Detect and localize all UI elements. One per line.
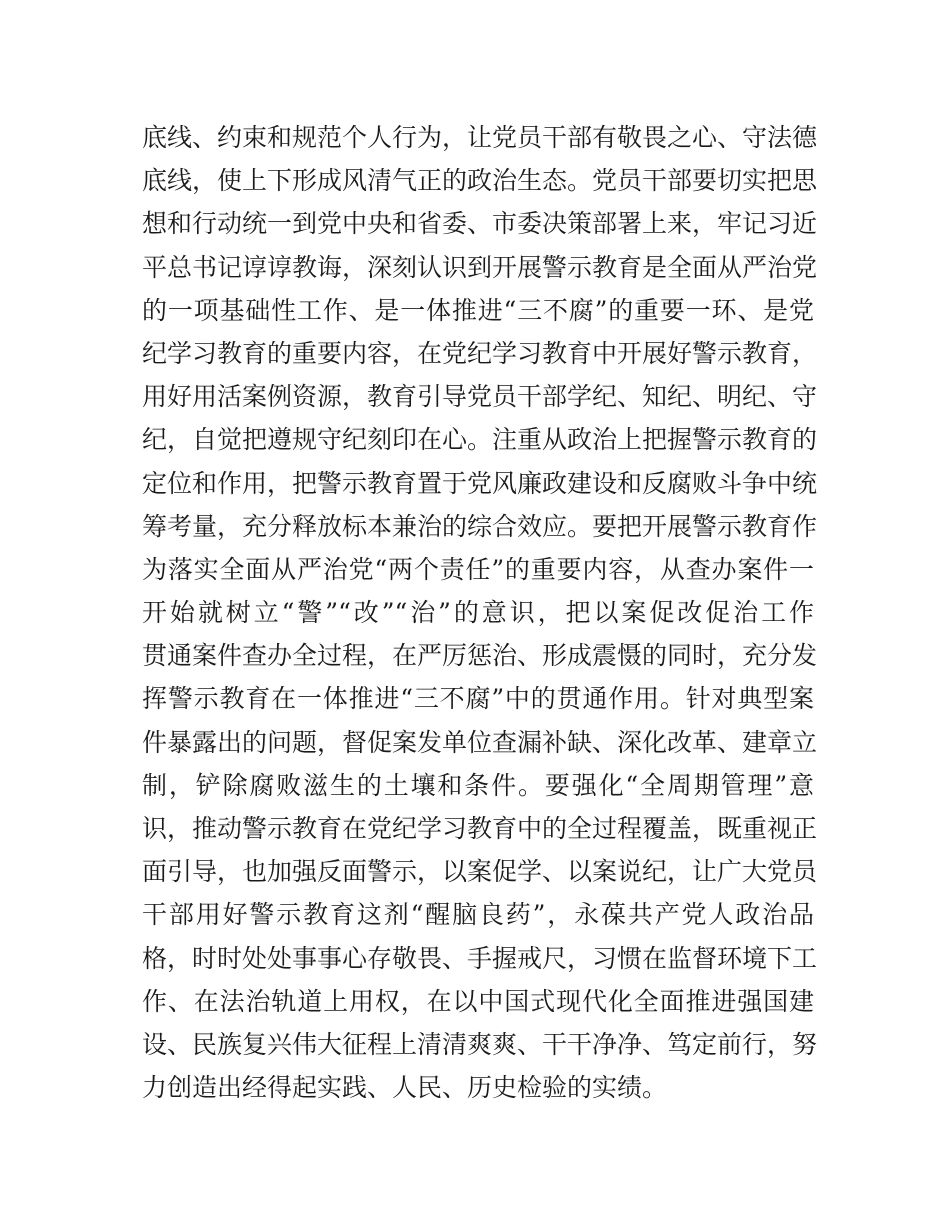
text-line: 纪学习教育的重要内容，在党纪学习教育中开展好警示教育， xyxy=(142,338,818,368)
text-line: 作、在法治轨道上用权，在以中国式现代化全面推进强国建 xyxy=(142,986,814,1016)
text-line: 开始就树立“警”“改”“治”的意识，把以案促改促治工作 xyxy=(142,598,814,628)
text-line: 的一项基础性工作、是一体推进“三不腐”的重要一环、是党 xyxy=(142,295,814,325)
text-line: 力创造出经得起实践、人民、历史检验的实绩。 xyxy=(142,1073,668,1103)
text-line: 制，铲除腐败滋生的土壤和条件。要强化“全周期管理”意 xyxy=(142,770,814,800)
text-line: 格，时时处处事事心存敬畏、手握戒尺，习惯在监督环境下工 xyxy=(142,943,818,973)
text-line: 面引导，也加强反面警示，以案促学、以案说纪，让广大党员 xyxy=(142,857,818,887)
text-line: 用好用活案例资源，教育引导党员干部学纪、知纪、明纪、守 xyxy=(142,382,818,412)
text-line: 为落实全面从严治党“两个责任”的重要内容，从查办案件一 xyxy=(142,554,814,584)
text-line: 贯通案件查办全过程，在严厉惩治、形成震慑的同时，充分发 xyxy=(142,641,818,671)
text-line: 平总书记谆谆教诲，深刻认识到开展警示教育是全面从严治党 xyxy=(142,252,818,282)
text-line: 干部用好警示教育这剂“醒脑良药”，永葆共产党人政治品 xyxy=(142,900,814,930)
text-line: 底线、约束和规范个人行为，让党员干部有敬畏之心、守法德 xyxy=(142,123,818,152)
text-line: 件暴露出的问题，督促案发单位查漏补缺、深化改革、建章立 xyxy=(142,727,818,757)
text-line: 筹考量，充分释放标本兼治的综合效应。要把开展警示教育作 xyxy=(142,511,818,541)
text-line: 想和行动统一到党中央和省委、市委决策部署上来，牢记习近 xyxy=(142,209,818,239)
text-line: 定位和作用，把警示教育置于党风廉政建设和反腐败斗争中统 xyxy=(142,468,818,498)
text-line: 识，推动警示教育在党纪学习教育中的全过程覆盖，既重视正 xyxy=(142,814,818,843)
text-line: 底线，使上下形成风清气正的政治生态。党员干部要切实把思 xyxy=(142,166,818,196)
text-line: 纪，自觉把遵规守纪刻印在心。注重从政治上把握警示教育的 xyxy=(142,425,818,455)
text-line: 设、民族复兴伟大征程上清清爽爽、干干净净、笃定前行，努 xyxy=(142,1029,818,1059)
text-line: 挥警示教育在一体推进“三不腐”中的贯通作用。针对典型案 xyxy=(142,684,814,714)
body-paragraph xyxy=(142,116,818,1109)
